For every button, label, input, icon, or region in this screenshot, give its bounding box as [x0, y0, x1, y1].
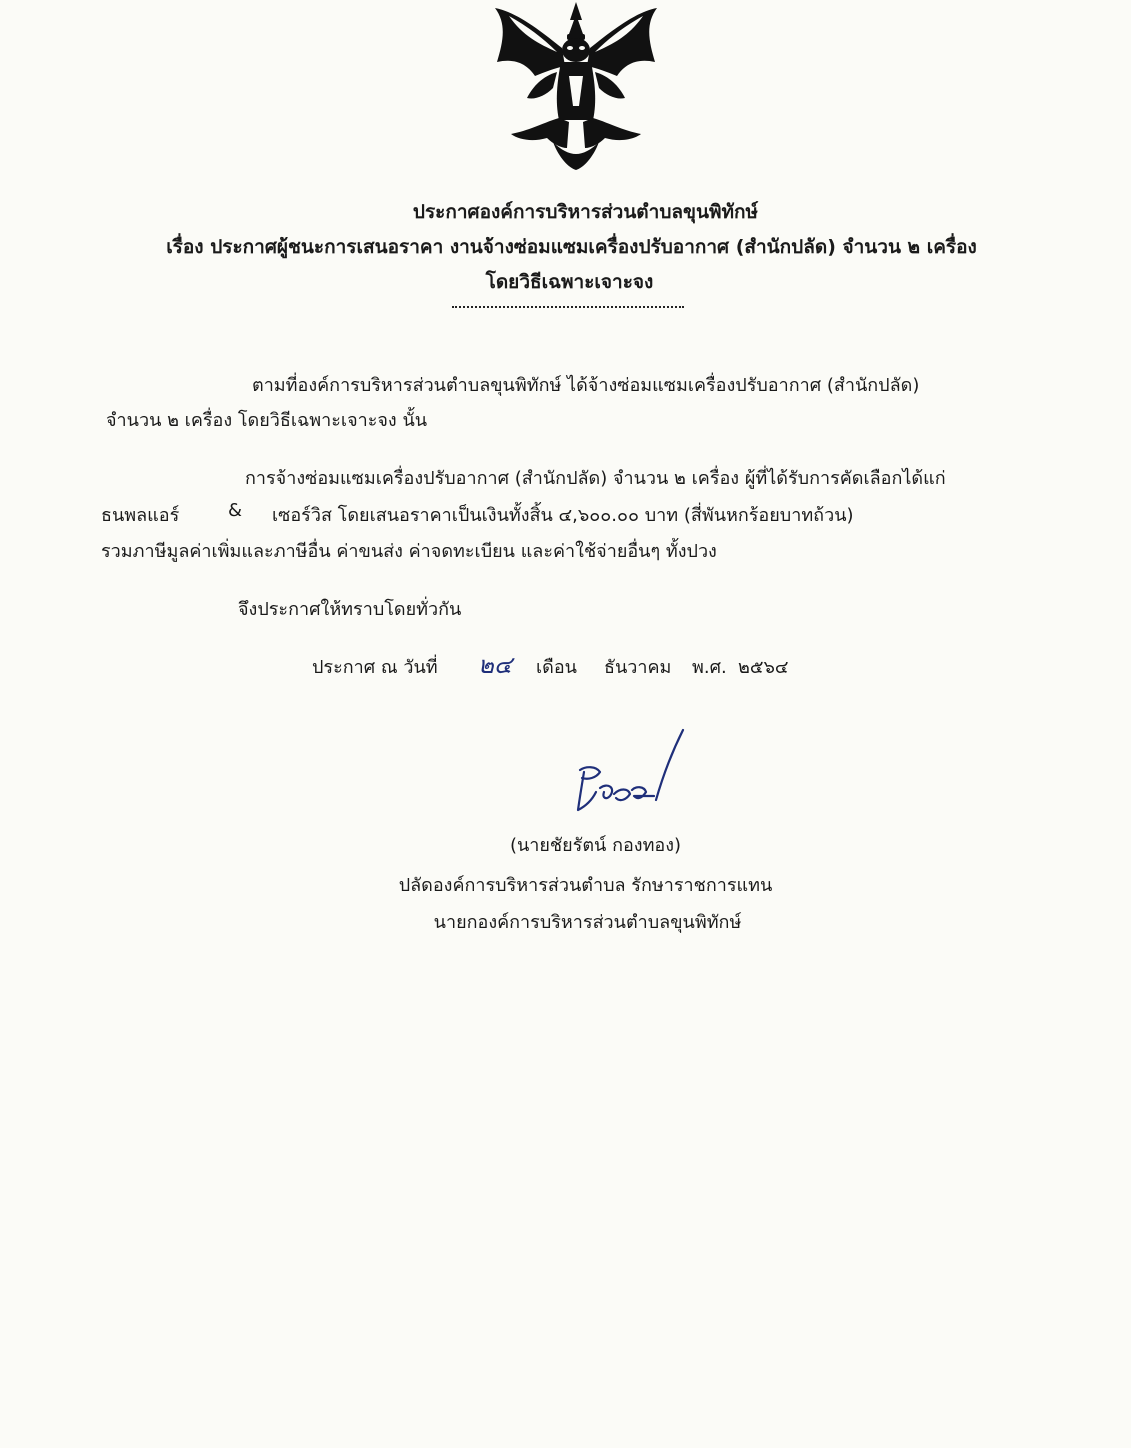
closing-statement: จึงประกาศให้ทราบโดยทั่วกัน: [238, 599, 462, 620]
paragraph-1-line-1: ตามที่องค์การบริหารส่วนตำบลขุนพิทักษ์ ได้จ้างซ่อมแซมเครื่องปรับอากาศ (สำนักปลัด): [252, 375, 920, 396]
signer-name: (นายชัยรัตน์ กองทอง): [509, 835, 682, 856]
date-month-label: เดือน: [536, 657, 577, 678]
announcement-subject: เรื่อง ประกาศผู้ชนะการเสนอราคา งานจ้างซ่อมแซมเครื่องปรับอากาศ (สำนักปลัด) จำนวน ๒ เครื่อง: [166, 236, 977, 258]
signer-acting-title: นายกองค์การบริหารส่วนตำบลขุนพิทักษ์: [433, 912, 742, 933]
date-day: ๒๔: [478, 651, 512, 679]
date-month: ธันวาคม: [604, 657, 672, 678]
header-divider: [452, 306, 684, 308]
paragraph-2-line-1: การจ้างซ่อมแซมเครื่องปรับอากาศ (สำนักปลัด) จำนวน ๒ เครื่อง ผู้ที่ได้รับการคัดเลือกได้แก่: [245, 468, 946, 489]
handwritten-signature: [570, 726, 690, 822]
announcement-title: ประกาศองค์การบริหารส่วนตำบลขุนพิทักษ์: [412, 201, 759, 223]
vendor-ampersand: &: [228, 500, 243, 521]
date-year: ๒๕๖๔: [738, 657, 789, 678]
paragraph-1-line-2: จำนวน ๒ เครื่อง โดยวิธีเฉพาะเจาะจง นั้น: [106, 410, 428, 431]
date-prefix: ประกาศ ณ วันที่: [312, 657, 438, 678]
garuda-emblem: [487, 2, 665, 170]
paragraph-2-line-2: เซอร์วิส โดยเสนอราคาเป็นเงินทั้งสิ้น ๔,๖๐๐.๐๐ บาท (สี่พันหกร้อยบาทถ้วน): [272, 505, 854, 526]
paragraph-2-line-3: รวมภาษีมูลค่าเพิ่มและภาษีอื่น ค่าขนส่ง ค่าจดทะเบียน และค่าใช้จ่ายอื่นๆ ทั้งปวง: [101, 541, 717, 562]
vendor-name: ธนพลแอร์: [101, 505, 180, 526]
date-year-label: พ.ศ.: [692, 657, 727, 678]
signer-title: ปลัดองค์การบริหารส่วนตำบล รักษาราชการแทน: [398, 875, 773, 896]
procurement-method: โดยวิธีเฉพาะเจาะจง: [485, 271, 654, 293]
